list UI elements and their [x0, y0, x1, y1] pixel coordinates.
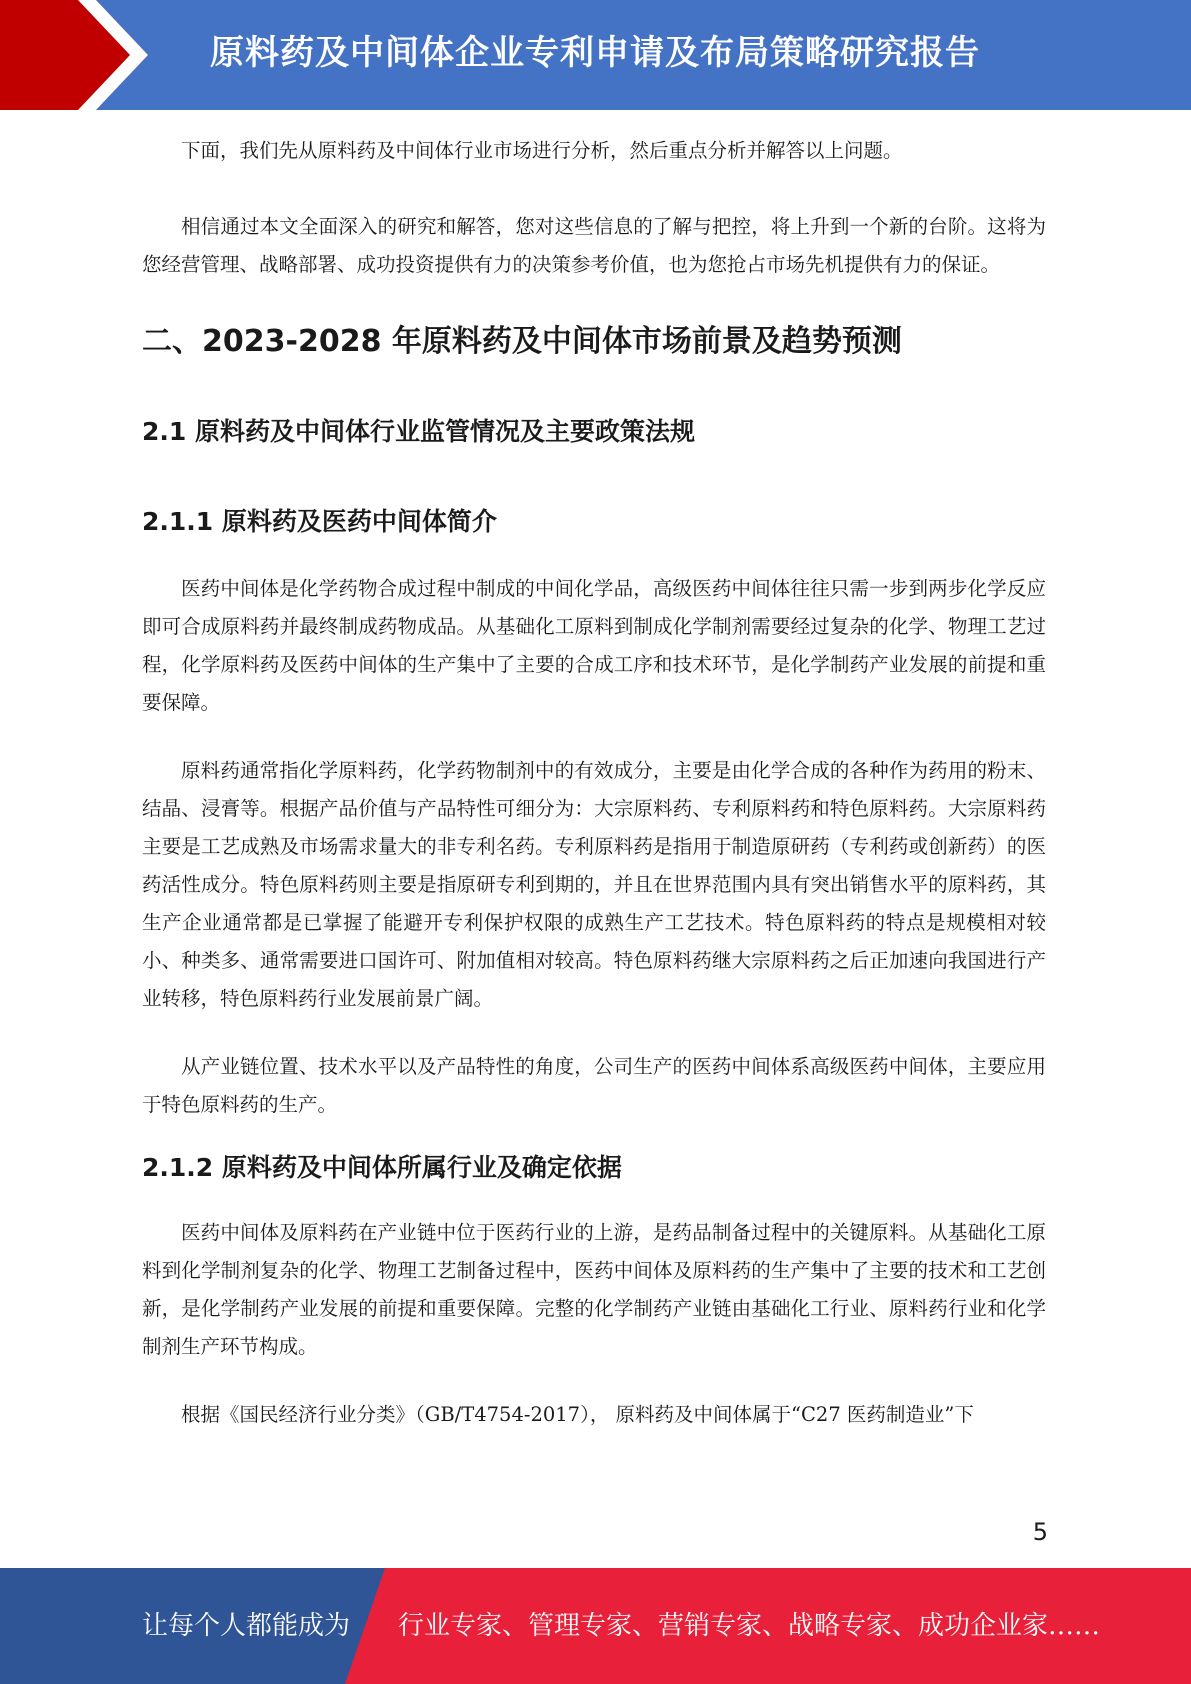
paragraph-api-categories: 原料药通常指化学原料药，化学药物制剂中的有效成分，主要是由化学合成的各种作为药用的粉末、结晶、浸膏等。根据产品价值与产品特性可细分为：大宗原料药、专利原料药和特色原料药。大宗原料药主要是工艺成熟及市场需求量大的非专利名药。专利原料药是指用于制造原研药（专利药或创新药）的医药活性成分。特色原料药则主要是指原研专利到期的，并且在世界范围内具有突出销售水平的原料药，其生产企业通常都是已掌握了能避开专利保护权限的成熟生产工艺技术。特色原料药的特点是规模相对较小、种类多、通常需要进口国许可、附加值相对较高。特色原料药继大宗原料药之后正加速向我国进行产业转移，特色原料药行业发展前景广阔。 [142, 759, 1046, 1010]
footer-slogan-right: 行业专家、管理专家、营销专家、战略专家、成功企业家…… [398, 1611, 1101, 1641]
paragraph-intro-analysis: 下面，我们先从原料药及中间体行业市场进行分析，然后重点分析并解答以上问题。 [181, 139, 903, 162]
section-heading-2-1-1: 2.1.1 原料药及医药中间体简介 [142, 507, 497, 536]
paragraph-intermediate-definition: 医药中间体是化学药物合成过程中制成的中间化学品，高级医药中间体往往只需一步到两步化学反应即可合成原料药并最终制成药物成品。从基础化工原料到制成化学制剂需要经过复杂的化学、物理工艺过程，化学原料药及医药中间体的生产集中了主要的合成工序和技术环节，是化学制药产业发展的前提和重要保障。 [142, 577, 1046, 714]
section-heading-2-1: 2.1 原料药及中间体行业监管情况及主要政策法规 [142, 417, 695, 446]
section-heading-2-1-2: 2.1.2 原料药及中间体所属行业及确定依据 [142, 1153, 622, 1182]
section-heading-2: 二、2023-2028 年原料药及中间体市场前景及趋势预测 [142, 324, 902, 359]
page-number: 5 [1032, 1518, 1048, 1546]
main-content [142, 132, 1046, 1434]
paragraph-intro-value: 相信通过本文全面深入的研究和解答，您对这些信息的了解与把控，将上升到一个新的台阶。这将为您经营管理、战略部署、成功投资提供有力的决策参考价值，也为您抢占市场先机提供有力的保证。 [142, 215, 1046, 276]
page-footer [0, 1568, 1191, 1684]
page-header [0, 0, 1191, 110]
paragraph-company-positioning: 从产业链位置、技术水平以及产品特性的角度，公司生产的医药中间体系高级医药中间体，主要应用于特色原料药的生产。 [142, 1055, 1046, 1116]
report-title: 原料药及中间体企业专利申请及布局策略研究报告 [210, 33, 980, 73]
paragraph-classification: 根据《国民经济行业分类》（GB/T4754-2017）， 原料药及中间体属于“C27 医药制造业”下 [181, 1403, 974, 1426]
footer-slogan-left: 让每个人都能成为 [142, 1611, 351, 1641]
paragraph-industry-chain: 医药中间体及原料药在产业链中位于医药行业的上游，是药品制备过程中的关键原料。从基础化工原料到化学制剂复杂的化学、物理工艺制备过程中，医药中间体及原料药的生产集中了主要的技术和工艺创新，是化学制药产业发展的前提和重要保障。完整的化学制药产业链由基础化工行业、原料药行业和化学制剂生产环节构成。 [142, 1221, 1046, 1358]
